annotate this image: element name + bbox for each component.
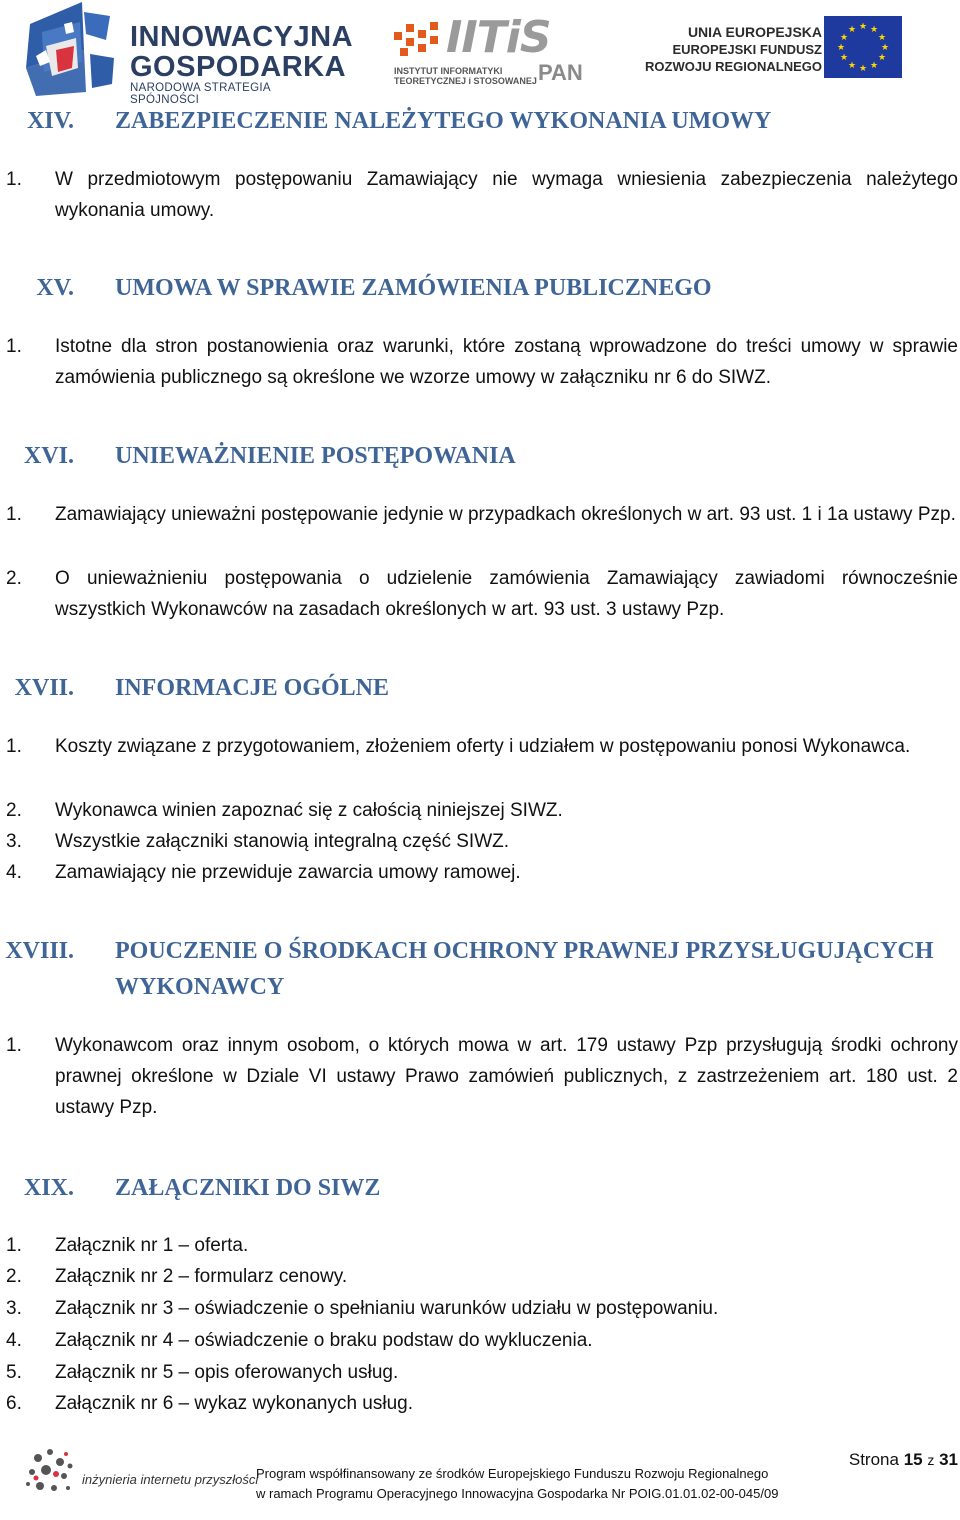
- section-number: XVI.: [23, 443, 74, 469]
- list-item-number: 1.: [6, 1235, 22, 1256]
- list-item: [0, 795, 960, 826]
- list-item-text: Istotne dla stron postanowienia oraz warunki, które zostaną wprowadzone do treści umowy w sprawie zamówienia publicznego są określone we wzorze umowy w załączniku nr 6 do SIWZ.: [55, 336, 958, 388]
- list-item-text: Załącznik nr 6 – wykaz wykonanych usług.: [55, 1393, 413, 1414]
- list-item-text: W przedmiotowym postępowaniu Zamawiający nie wymaga wniesienia zabezpieczenia należytego wykonania umowy.: [55, 169, 958, 221]
- list-item-text: Załącznik nr 4 – oświadczenie o braku podstaw do wykluczenia.: [55, 1330, 593, 1351]
- section-number: XVII.: [14, 675, 74, 701]
- svg-text:★: ★: [877, 53, 887, 63]
- list-item: [0, 164, 960, 226]
- list-item: [0, 826, 960, 857]
- ig-line3: NARODOWA STRATEGIA SPÓJNOŚCI: [130, 82, 271, 106]
- list-item: [0, 1325, 960, 1356]
- list-item-text: Zamawiający unieważni postępowanie jedynie w przypadkach określonych w art. 93 ust. 1 i 1a ustawy Pzp.: [55, 504, 956, 525]
- svg-text:★: ★: [836, 43, 846, 53]
- footer-line2: w ramach Programu Operacyjnego Innowacyjna Gospodarka Nr POIG.01.01.02-00-045/09: [256, 1486, 779, 1501]
- list-item: [0, 1030, 960, 1123]
- list-item: [0, 1357, 960, 1388]
- page-header: [0, 0, 960, 106]
- iitis-pan: PAN: [538, 60, 583, 85]
- list-item-number: 1.: [6, 169, 22, 190]
- section-number: XIV.: [27, 108, 74, 134]
- section-heading: [0, 103, 960, 139]
- list-item: [0, 499, 960, 561]
- section-number: XIX.: [23, 1175, 74, 1201]
- page-number: [849, 1450, 958, 1470]
- list-item-text: Załącznik nr 3 – oświadczenie o spełnianiu warunków udziału w postępowaniu.: [55, 1298, 719, 1319]
- svg-text:★: ★: [877, 33, 887, 43]
- list-item: [0, 857, 960, 888]
- footer-logo-text: inżynieria internetu przyszłości: [82, 1472, 259, 1487]
- list-item-text: Wykonawcom oraz innym osobom, o których mowa w art. 179 ustawy Pzp przysługują środki ochrony prawnej określone w Dziale VI ustawy Prawo zamówień publicznych, z zastrzeżeniem art. 180 ust. 2 ustawy Pzp.: [55, 1035, 958, 1118]
- list-item-number: 2.: [6, 800, 22, 821]
- list-item-number: 4.: [6, 1330, 22, 1351]
- svg-text:★: ★: [858, 64, 868, 74]
- list-item-number: 3.: [6, 1298, 22, 1319]
- iitis-logo: [394, 12, 583, 88]
- list-item-number: 2.: [6, 568, 22, 589]
- section-heading: [0, 438, 960, 474]
- list-item-text: Załącznik nr 2 – formularz cenowy.: [55, 1266, 348, 1287]
- iitis-wordmark: IITiS: [446, 12, 551, 63]
- svg-text:★: ★: [839, 53, 849, 63]
- eu-line2: EUROPEJSKI FUNDUSZ: [672, 42, 822, 57]
- ig-line2: GOSPODARKA: [130, 51, 347, 83]
- list-item-text: Załącznik nr 1 – oferta.: [55, 1235, 249, 1256]
- section-title: INFORMACJE OGÓLNE: [115, 675, 390, 701]
- list-item: [0, 331, 960, 393]
- section-number: XVIII.: [5, 938, 74, 964]
- section-title: ZAŁĄCZNIKI DO SIWZ: [115, 1175, 381, 1201]
- svg-text:★: ★: [847, 61, 857, 71]
- section-heading: [0, 270, 960, 306]
- list-item-number: 5.: [6, 1362, 22, 1383]
- list-item-number: 2.: [6, 1266, 22, 1287]
- iitis-pattern-icon: [394, 18, 444, 64]
- eu-flag-icon: [824, 16, 902, 78]
- section-title: UMOWA W SPRAWIE ZAMÓWIENIA PUBLICZNEGO: [115, 275, 712, 301]
- page-sep: z: [927, 1452, 935, 1468]
- svg-text:★: ★: [847, 25, 857, 35]
- list-item: [0, 731, 960, 793]
- list-item-number: 1.: [6, 736, 22, 757]
- list-item-text: Wszystkie załączniki stanowią integralną część SIWZ.: [55, 831, 510, 852]
- section-heading: [0, 1170, 960, 1206]
- page-total: 31: [939, 1450, 958, 1469]
- eu-logo: [614, 22, 904, 92]
- ig-flag-icon: [22, 2, 126, 96]
- section-heading: [0, 933, 960, 1005]
- innowacyjna-gospodarka-logo: [22, 2, 354, 106]
- eu-line1: UNIA EUROPEJSKA: [687, 24, 822, 40]
- list-item-number: 1.: [6, 1035, 22, 1056]
- svg-text:★: ★: [858, 22, 868, 32]
- list-item-number: 4.: [6, 862, 22, 883]
- svg-text:★: ★: [869, 25, 879, 35]
- section-number: XV.: [36, 275, 74, 301]
- ig-line1: INNOWACYJNA: [130, 21, 354, 53]
- list-item: [0, 1388, 960, 1419]
- list-item-number: 1.: [6, 336, 22, 357]
- section-title: ZABEZPIECZENIE NALEŻYTEGO WYKONANIA UMOWY: [115, 108, 772, 134]
- page-current: 15: [903, 1450, 923, 1469]
- svg-text:★: ★: [839, 33, 849, 43]
- list-item-number: 3.: [6, 831, 22, 852]
- list-item-text: Koszty związane z przygotowaniem, złożeniem oferty i udziałem w postępowaniu ponosi Wykonawca.: [55, 736, 911, 757]
- list-item-number: 1.: [6, 504, 22, 525]
- list-item: [0, 1230, 960, 1261]
- list-item-number: 6.: [6, 1393, 22, 1414]
- page-prefix: Strona: [848, 1450, 899, 1469]
- section-title: POUCZENIE O ŚRODKACH OCHRONY PRAWNEJ PRZYSŁUGUJĄCYCH WYKONAWCY: [115, 938, 934, 1000]
- section-heading: [0, 670, 960, 706]
- list-item-text: Zamawiający nie przewiduje zawarcia umowy ramowej.: [55, 862, 521, 883]
- list-item-text: Załącznik nr 5 – opis oferowanych usług.: [55, 1362, 399, 1383]
- section-title: UNIEWAŻNIENIE POSTĘPOWANIA: [115, 443, 516, 469]
- list-item-text: O unieważnieniu postępowania o udzielenie zamówienia Zamawiający zawiadomi równocześnie wszystkich Wykonawców na zasadach określonych w art. 93 ust. 3 ustawy Pzp.: [55, 568, 958, 620]
- list-item: [0, 1293, 960, 1324]
- footer-line1: Program współfinansowany ze środków Europejskiego Funduszu Rozwoju Regionalnego: [256, 1466, 769, 1481]
- iitis-subtitle-1: INSTYTUT INFORMATYKI: [394, 66, 503, 76]
- eu-line3: ROZWOJU REGIONALNEGO: [645, 59, 822, 74]
- page-footer: [0, 1440, 960, 1520]
- svg-text:★: ★: [869, 61, 879, 71]
- iitis-subtitle-2: TEORETYCZNEJ i STOSOWANEJ: [394, 76, 537, 86]
- list-item: [0, 1261, 960, 1292]
- svg-text:★: ★: [880, 43, 890, 53]
- list-item: [0, 563, 960, 625]
- list-item-text: Wykonawca winien zapoznać się z całością niniejszej SIWZ.: [55, 800, 563, 821]
- internet-of-future-logo-icon: [20, 1444, 259, 1506]
